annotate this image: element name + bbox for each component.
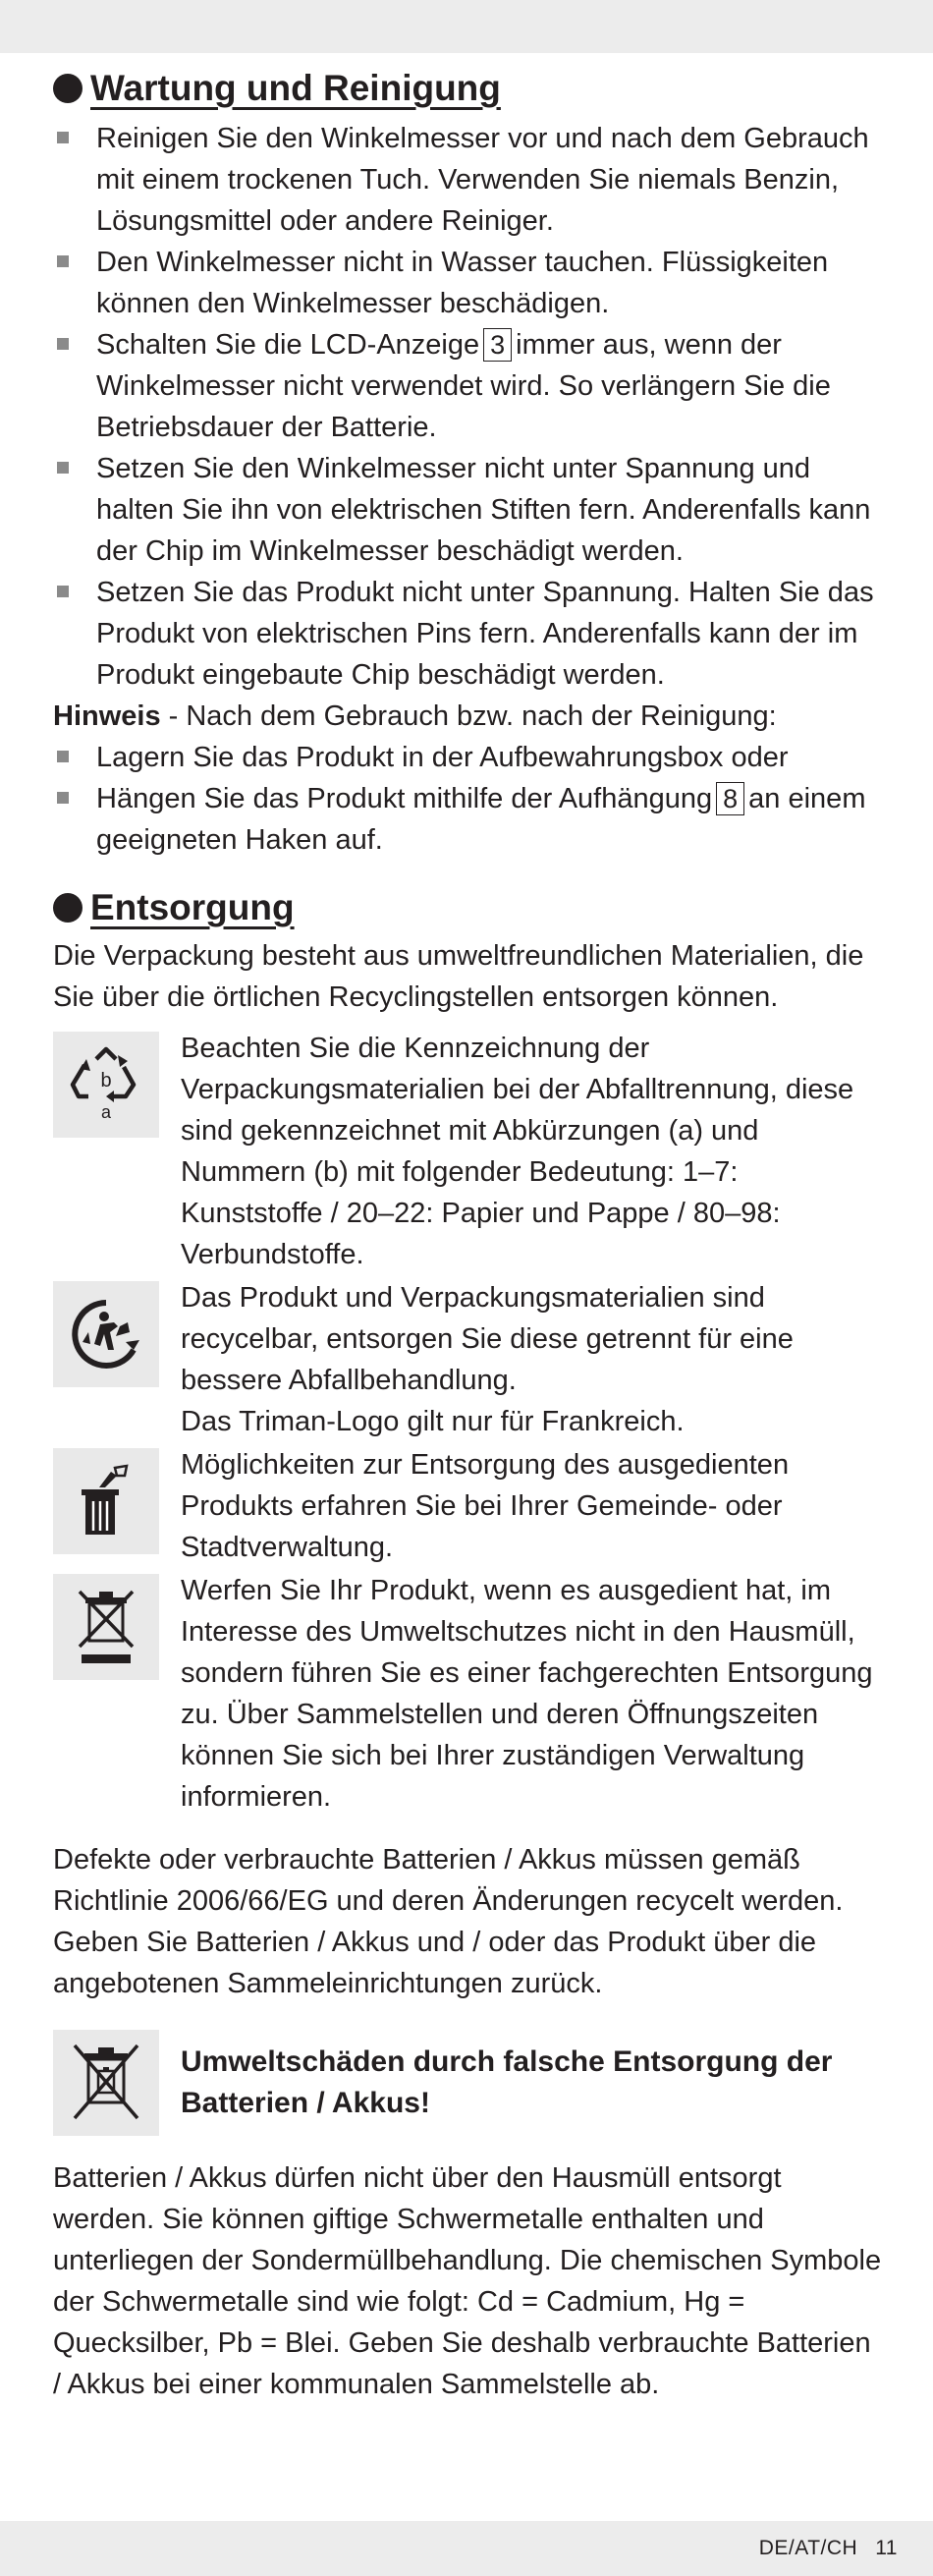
list-item: Lagern Sie das Produkt in der Aufbewahrungsbox oder — [53, 737, 886, 778]
page-footer — [759, 2537, 898, 2560]
recycling-code-icon — [53, 1032, 159, 1138]
section-title: Entsorgung — [90, 887, 295, 927]
symbol-row — [53, 1028, 886, 1275]
note-text: - Nach dem Gebrauch bzw. nach der Reinigung: — [160, 700, 777, 732]
section-heading-disposal — [53, 880, 886, 935]
triman-logo-icon — [53, 1281, 159, 1387]
symbol-description-line: Das Produkt und Verpackungsmaterialien sind recycelbar, entsorgen Sie diese getrennt für eine bessere Abfallbehandlung. — [181, 1282, 794, 1396]
list-item: Setzen Sie das Produkt nicht unter Spannung. Halten Sie das Produkt von elektrischen Pins fern. Anderenfalls kann der im Produkt eingebaute Chip beschädigt werden. — [53, 572, 886, 696]
battery-paragraph: Defekte oder verbrauchte Batterien / Akkus müssen gemäß Richtlinie 2006/66/EG und deren Änderungen recycelt werden. Geben Sie Batterien / Akkus und / oder das Produkt über die angebotenen Sammeleinrichtungen zurück. — [53, 1844, 844, 1999]
page-content — [53, 61, 886, 2405]
symbol-description-line: Das Triman-Logo gilt nur für Frankreich. — [181, 1406, 685, 1437]
page-number: 11 — [875, 2537, 898, 2559]
crossed-battery-bin-icon — [53, 2030, 159, 2136]
maintenance-list — [53, 118, 886, 696]
list-item: Setzen Sie den Winkelmesser nicht unter Spannung und halten Sie ihn von elektrischen Stiften fern. Anderenfalls kann der Chip im Winkelmesser beschädigt werden. — [53, 448, 886, 572]
symbol-description: Beachten Sie die Kennzeichnung der Verpackungsmaterialien bei der Abfalltrennung, diese sind gekennzeichnet mit Abkürzungen (a) und Nummern (b) mit folgender Bedeutung: 1–7: Kunststoffe / 20–22: Papier und Pappe / 80–98: Verbundstoffe. — [181, 1033, 854, 1270]
section-heading-maintenance — [53, 61, 886, 116]
section-title: Wartung und Reinigung — [90, 68, 501, 108]
warning-title: Umweltschäden durch falsche Entsorgung der Batterien / Akkus! — [181, 2045, 833, 2119]
list-item: Den Winkelmesser nicht in Wasser tauchen. Flüssigkeiten können den Winkelmesser beschädigen. — [53, 242, 886, 324]
list-item — [53, 778, 886, 861]
symbol-row — [53, 1277, 886, 1442]
disposal-intro: Die Verpackung besteht aus umweltfreundlichen Materialien, die Sie über die örtlichen Recyclingstellen entsorgen können. — [53, 940, 864, 1013]
crossed-bin-icon — [53, 1574, 159, 1680]
warning-row — [53, 2030, 886, 2136]
waste-bin-icon — [53, 1448, 159, 1554]
part-reference: 3 — [483, 328, 512, 362]
symbol-row — [53, 1570, 886, 1818]
list-item: Reinigen Sie den Winkelmesser vor und nach dem Gebrauch mit einem trockenen Tuch. Verwenden Sie niemals Benzin, Lösungsmittel oder andere Reiniger. — [53, 118, 886, 242]
note-paragraph — [53, 696, 886, 737]
part-reference: 8 — [716, 782, 744, 815]
hazardous-waste-paragraph: Batterien / Akkus dürfen nicht über den Hausmüll entsorgt werden. Sie können giftige Schwermetalle enthalten und unterliegen der Sondermüllbehandlung. Die chemischen Symbole der Schwermetalle sind wie folgt: Cd = Cadmium, Hg = Quecksilber, Pb = Blei. Geben Sie deshalb verbrauchte Batterien / Akkus bei einer kommunalen Sammelstelle ab. — [53, 2162, 882, 2400]
note-label: Hinweis — [53, 700, 161, 732]
list-item-text: an einem geeigneten Haken auf. — [96, 783, 866, 856]
top-margin-band — [0, 0, 933, 53]
list-item-text: Hängen Sie das Produkt mithilfe der Aufhängung — [96, 783, 713, 814]
note-list — [53, 737, 886, 861]
recycle-letter-a: a — [100, 1102, 112, 1122]
list-item — [53, 324, 886, 448]
heading-bullet-dot — [53, 893, 82, 923]
symbol-description — [181, 1277, 886, 1442]
list-item-text: Schalten Sie die LCD-Anzeige — [96, 329, 480, 361]
symbol-description: Möglichkeiten zur Entsorgung des ausgedienten Produkts erfahren Sie bei Ihrer Gemeinde- oder Stadtverwaltung. — [181, 1449, 790, 1563]
list-item-text: immer aus, wenn der Winkelmesser nicht verwendet wird. So verlängern Sie die Betriebsdauer der Batterie. — [96, 329, 831, 443]
recycle-letter-b: b — [100, 1070, 112, 1092]
heading-bullet-dot — [53, 74, 82, 103]
symbol-description: Werfen Sie Ihr Produkt, wenn es ausgedient hat, im Interesse des Umweltschutzes nicht in den Hausmüll, sondern führen Sie es einer fachgerechten Entsorgung zu. Über Sammelstellen und deren Öffnungszeiten können Sie sich bei Ihrer zuständigen Verwaltung informieren. — [181, 1575, 873, 1813]
symbol-row — [53, 1444, 886, 1568]
footer-locale: DE/AT/CH — [758, 2537, 858, 2559]
